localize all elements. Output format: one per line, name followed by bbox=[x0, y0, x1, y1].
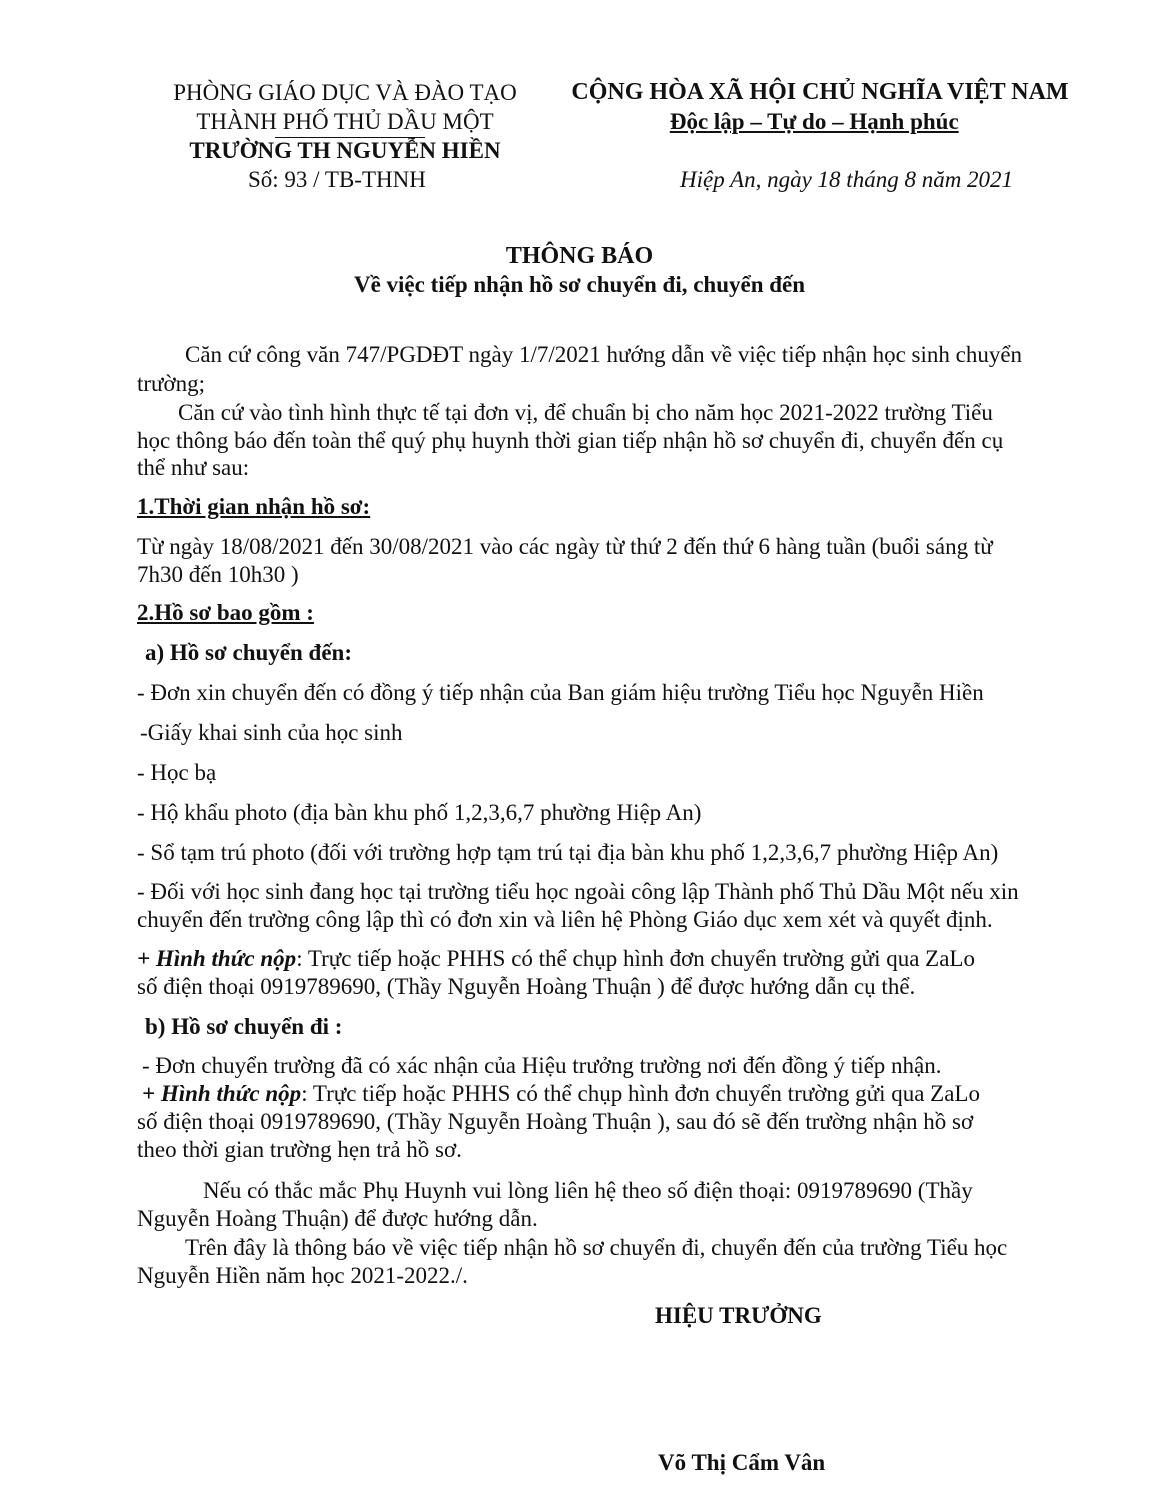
basis-2-line-3: thể như sau: bbox=[137, 455, 250, 480]
basis-1-line-1: Căn cứ công văn 747/PGDĐT ngày 1/7/2021 hướng dẫn về việc tiếp nhận học sinh chuyển bbox=[185, 342, 1023, 367]
submit-method-b bbox=[142, 1081, 980, 1107]
list-item-continuation: chuyển đến trường công lập thì có đơn xin và liên hệ Phòng Giáo dục xem xét và quyết định. bbox=[137, 907, 993, 932]
list-item: - Đơn xin chuyển đến có đồng ý tiếp nhận của Ban giám hiệu trường Tiểu học Nguyễn Hiền bbox=[137, 680, 984, 705]
section-1-line-1: Từ ngày 18/08/2021 đến 30/08/2021 vào các ngày từ thứ 2 đến thứ 6 hàng tuần (buổi sáng từ bbox=[137, 534, 993, 559]
document-subtitle: Về việc tiếp nhận hồ sơ chuyển đi, chuyển đến bbox=[353, 272, 806, 297]
section-1-title: 1.Thời gian nhận hồ sơ: bbox=[137, 494, 371, 519]
signer-name: Võ Thị Cẩm Vân bbox=[658, 1450, 826, 1475]
contact-line-1: Nếu có thắc mắc Phụ Huynh vui lòng liên hệ theo số điện thoại: 0919789690 (Thầy bbox=[203, 1178, 973, 1203]
issuer-school: TRƯỜNG TH NGUYỄN HIỀN bbox=[189, 138, 501, 163]
list-item: - Học bạ bbox=[137, 760, 217, 785]
submit-b-text: : Trực tiếp hoặc PHHS có thể chụp hình đơn chuyển trường gửi qua ZaLo bbox=[301, 1081, 980, 1106]
closing-line-2: Nguyễn Hiền năm học 2021-2022./. bbox=[137, 1263, 468, 1288]
motto bbox=[540, 107, 1100, 136]
basis-2-line-2: học thông báo đến toàn thể quý phụ huynh thời gian tiếp nhận hồ sơ chuyển đi, chuyển đến cụ bbox=[137, 428, 1004, 453]
list-item: - Đối với học sinh đang học tại trường tiểu học ngoài công lập Thành phố Thủ Dầu Một nếu xin bbox=[137, 879, 1019, 904]
submit-method-a bbox=[137, 946, 975, 972]
submit-label: + Hình thức nộp bbox=[142, 1081, 302, 1106]
section-2-title: 2.Hồ sơ bao gồm : bbox=[137, 600, 314, 625]
document-title: THÔNG BÁO bbox=[505, 243, 654, 269]
section-1-line-2: 7h30 đến 10h30 ) bbox=[137, 562, 299, 587]
closing-line-1: Trên đây là thông báo về việc tiếp nhận hồ sơ chuyển đi, chuyển đến của trường Tiểu học bbox=[185, 1235, 1008, 1260]
national-motto-block bbox=[540, 78, 1100, 136]
submit-method-a-line-2: số điện thoại 0919789690, (Thầy Nguyễn Hoàng Thuận ) để được hướng dẫn cụ thể. bbox=[137, 974, 916, 999]
issuer-block bbox=[140, 78, 550, 165]
basis-1-line-2: trường; bbox=[137, 371, 206, 396]
section-2b-title: b) Hồ sơ chuyển đi : bbox=[145, 1014, 343, 1039]
list-item: -Giấy khai sinh của học sinh bbox=[140, 720, 403, 745]
contact-line-2: Nguyễn Hoàng Thuận) để được hướng dẫn. bbox=[137, 1206, 538, 1231]
issuer-underline bbox=[275, 137, 425, 138]
section-2a-title: a) Hồ sơ chuyển đến: bbox=[145, 640, 352, 665]
date-place: Hiệp An, ngày 18 tháng 8 năm 2021 bbox=[680, 167, 1014, 192]
country-name: CỘNG HÒA XÃ HỘI CHỦ NGHĨA VIỆT NAM bbox=[571, 79, 1069, 105]
submit-method-b-line-3: theo thời gian trường hẹn trả hồ sơ. bbox=[137, 1137, 462, 1162]
issuer-city: THÀNH PHỐ THỦ DẦU MỘT bbox=[196, 109, 494, 134]
motto-text: Độc lập – Tự do – Hạnh phúc bbox=[669, 109, 959, 134]
list-item: - Sổ tạm trú photo (đối với trường hợp tạm trú tại địa bàn khu phố 1,2,3,6,7 phường Hiệp An) bbox=[137, 840, 999, 865]
submit-a-text: : Trực tiếp hoặc PHHS có thể chụp hình đơn chuyển trường gửi qua ZaLo bbox=[296, 946, 975, 971]
issuer-department: PHÒNG GIÁO DỤC VÀ ĐÀO TẠO bbox=[173, 80, 517, 105]
submit-label: + Hình thức nộp bbox=[137, 946, 297, 971]
signer-title: HIỆU TRƯỞNG bbox=[655, 1303, 822, 1328]
list-item: - Hộ khẩu photo (địa bàn khu phố 1,2,3,6,7 phường Hiệp An) bbox=[137, 800, 702, 825]
basis-2-line-1: Căn cứ vào tình hình thực tế tại đơn vị, để chuẩn bị cho năm học 2021-2022 trường Tiểu bbox=[178, 400, 993, 425]
list-item: - Đơn chuyển trường đã có xác nhận của Hiệu trưởng trường nơi đến đồng ý tiếp nhận. bbox=[142, 1053, 942, 1078]
document-number: Số: 93 / TB-THNH bbox=[248, 167, 426, 192]
submit-method-b-line-2: số điện thoại 0919789690, (Thầy Nguyễn Hoàng Thuận ), sau đó sẽ đến trường nhận hồ sơ bbox=[137, 1109, 974, 1134]
